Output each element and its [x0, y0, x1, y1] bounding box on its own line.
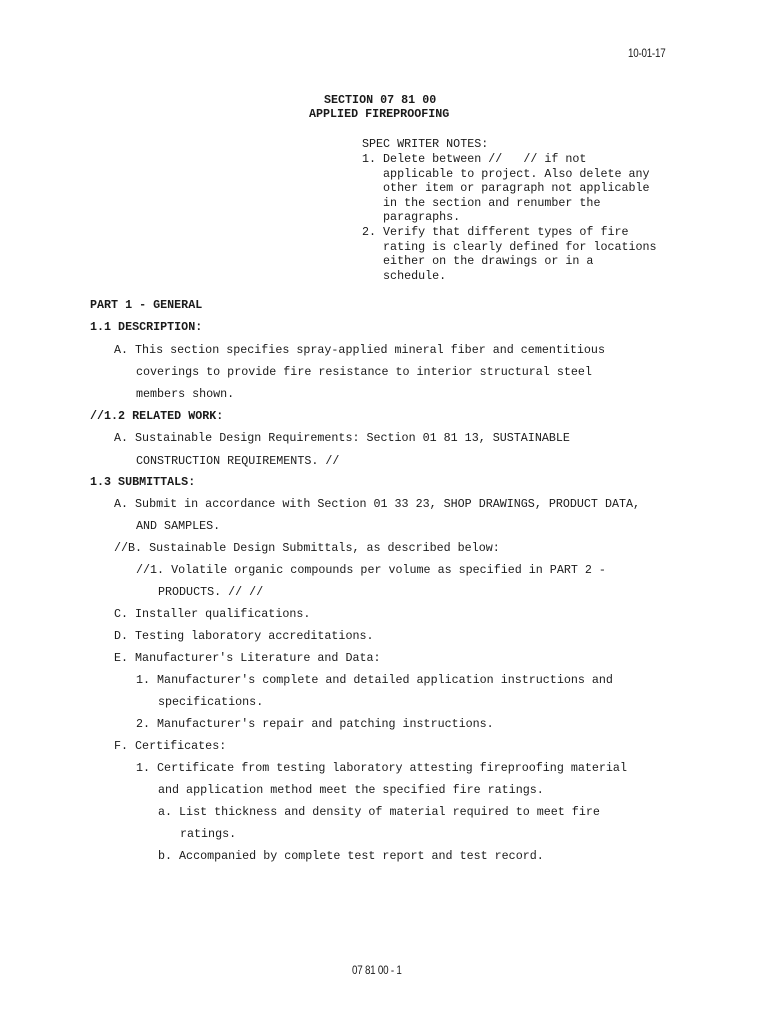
- paragraph-line: AND SAMPLES.: [136, 519, 221, 533]
- paragraph-line: b. Accompanied by complete test report and test record.: [158, 849, 544, 863]
- paragraph-line: A. This section specifies spray-applied mineral fiber and cementitious: [114, 343, 605, 357]
- section-number: SECTION 07 81 00: [324, 93, 437, 107]
- page-footer: 07 81 00 - 1: [352, 963, 402, 977]
- paragraph-line: A. Sustainable Design Requirements: Section 01 81 13, SUSTAINABLE: [114, 431, 570, 445]
- paragraph-line: PRODUCTS. // //: [158, 585, 264, 599]
- paragraph-line: a. List thickness and density of material required to meet fire: [158, 805, 600, 819]
- spec-note-line: either on the drawings or in a: [362, 254, 594, 268]
- paragraph-line: ratings.: [180, 827, 237, 841]
- paragraph-line: 1. Manufacturer's complete and detailed application instructions and: [136, 673, 613, 687]
- spec-note-line: paragraphs.: [362, 210, 461, 224]
- paragraph-line: and application method meet the specified fire ratings.: [158, 783, 544, 797]
- article-heading: 1.1 DESCRIPTION:: [90, 320, 203, 334]
- spec-writer-notes: [362, 137, 657, 291]
- paragraph-line: D. Testing laboratory accreditations.: [114, 629, 374, 643]
- article-heading: //1.2 RELATED WORK:: [90, 409, 224, 423]
- paragraph-line: members shown.: [136, 387, 235, 401]
- paragraph-line: E. Manufacturer's Literature and Data:: [114, 651, 381, 665]
- paragraph-line: specifications.: [158, 695, 264, 709]
- paragraph-line: C. Installer qualifications.: [114, 607, 311, 621]
- spec-note-line: schedule.: [362, 268, 447, 283]
- spec-note-line: in the section and renumber the: [362, 195, 601, 210]
- paragraph-line: //1. Volatile organic compounds per volume as specified in PART 2 -: [136, 563, 606, 577]
- spec-note-line: 2. Verify that different types of fire: [362, 225, 629, 239]
- article-heading: 1.3 SUBMITTALS:: [90, 475, 196, 489]
- paragraph-line: //B. Sustainable Design Submittals, as described below:: [114, 541, 500, 555]
- part-heading: PART 1 - GENERAL: [90, 298, 203, 312]
- paragraph-line: F. Certificates:: [114, 739, 227, 753]
- spec-note-line: applicable to project. Also delete any: [362, 166, 650, 181]
- paragraph-line: CONSTRUCTION REQUIREMENTS. //: [136, 454, 340, 468]
- section-title: APPLIED FIREPROOFING: [309, 107, 450, 121]
- document-date: 10-01-17: [628, 46, 666, 60]
- paragraph-line: 2. Manufacturer's repair and patching instructions.: [136, 717, 494, 731]
- spec-note-line: rating is clearly defined for locations: [362, 239, 657, 254]
- paragraph-line: A. Submit in accordance with Section 01 33 23, SHOP DRAWINGS, PRODUCT DATA,: [114, 497, 641, 511]
- spec-note-line: other item or paragraph not applicable: [362, 181, 650, 195]
- paragraph-line: 1. Certificate from testing laboratory attesting fireproofing material: [136, 761, 627, 775]
- spec-notes-heading: SPEC WRITER NOTES:: [362, 137, 489, 151]
- paragraph-line: coverings to provide fire resistance to interior structural steel: [136, 365, 592, 379]
- spec-note-line: 1. Delete between // // if not: [362, 152, 587, 166]
